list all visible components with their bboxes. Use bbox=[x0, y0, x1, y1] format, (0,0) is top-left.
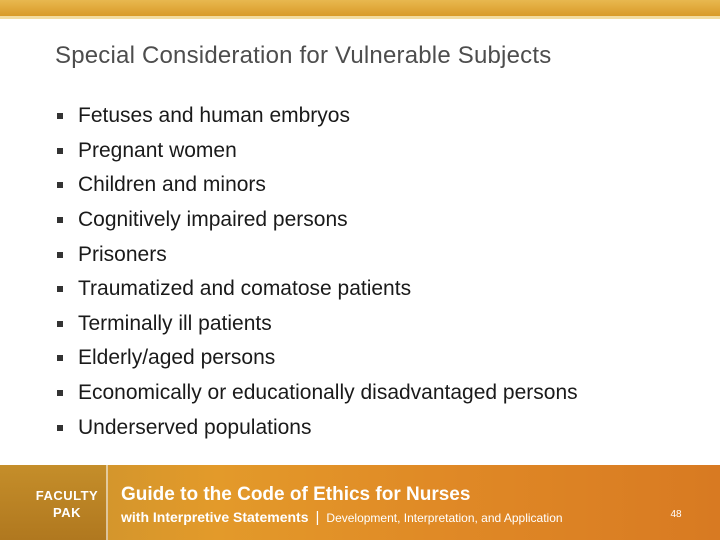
list-item-text: Children and minors bbox=[78, 173, 266, 197]
list-item bbox=[56, 237, 696, 272]
subtitle-rest: Development, Interpretation, and Application bbox=[326, 511, 563, 525]
logo-line-faculty: FACULTY bbox=[35, 488, 99, 503]
book-subtitle bbox=[121, 509, 563, 526]
list-item-text: Economically or educationally disadvantaged persons bbox=[78, 381, 578, 405]
footer-banner bbox=[0, 465, 720, 540]
list-item bbox=[56, 410, 696, 445]
square-bullet-icon bbox=[57, 286, 63, 292]
list-item-text: Pregnant women bbox=[78, 138, 237, 162]
list-item-text: Traumatized and comatose patients bbox=[78, 277, 412, 301]
list-item bbox=[56, 376, 696, 411]
top-accent-rule bbox=[0, 16, 720, 19]
list-item bbox=[56, 99, 696, 134]
list-item-text: Elderly/aged persons bbox=[78, 346, 276, 370]
square-bullet-icon bbox=[57, 390, 63, 396]
list-item-text: Underserved populations bbox=[78, 415, 312, 439]
list-item bbox=[56, 134, 696, 169]
list-item bbox=[56, 272, 696, 307]
square-bullet-icon bbox=[57, 355, 63, 361]
list-item-text: Prisoners bbox=[78, 242, 167, 266]
list-item bbox=[56, 203, 696, 238]
logo-line-pak: PAK bbox=[53, 505, 81, 520]
square-bullet-icon bbox=[57, 148, 63, 154]
list-item bbox=[56, 307, 696, 342]
subtitle-main: with Interpretive Statements bbox=[121, 509, 309, 525]
bullet-list bbox=[56, 99, 696, 445]
page-number: 48 bbox=[670, 509, 682, 520]
square-bullet-icon bbox=[57, 321, 63, 327]
faculty-pak-logo bbox=[0, 465, 108, 540]
list-item-text: Cognitively impaired persons bbox=[78, 208, 348, 232]
square-bullet-icon bbox=[57, 425, 63, 431]
square-bullet-icon bbox=[57, 113, 63, 119]
slide-title: Special Consideration for Vulnerable Subjects bbox=[55, 42, 552, 69]
list-item bbox=[56, 168, 696, 203]
square-bullet-icon bbox=[57, 217, 63, 223]
list-item-text: Terminally ill patients bbox=[78, 311, 272, 335]
list-item-text: Fetuses and human embryos bbox=[78, 104, 350, 128]
footer-divider bbox=[106, 465, 108, 540]
subtitle-separator: | bbox=[315, 509, 320, 526]
top-accent-bar bbox=[0, 0, 720, 16]
book-title: Guide to the Code of Ethics for Nurses bbox=[121, 484, 471, 505]
list-item bbox=[56, 341, 696, 376]
square-bullet-icon bbox=[57, 252, 63, 258]
square-bullet-icon bbox=[57, 182, 63, 188]
